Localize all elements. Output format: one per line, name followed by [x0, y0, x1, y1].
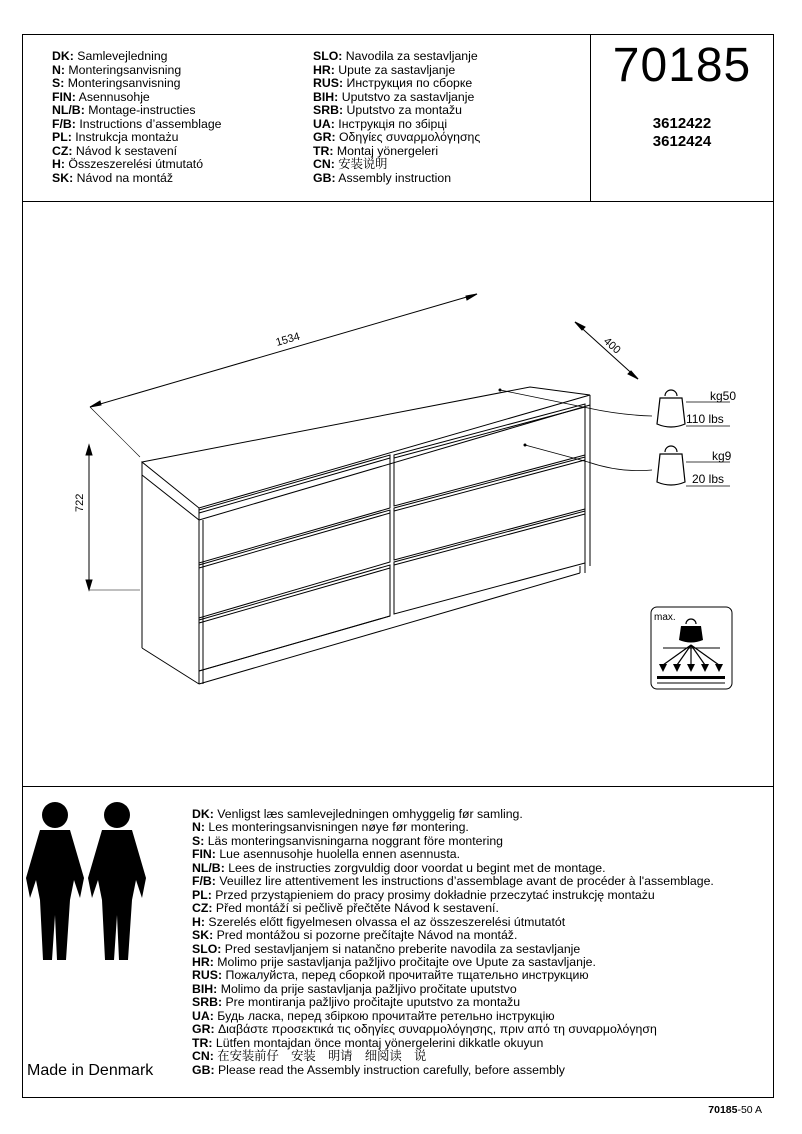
weight-icon	[657, 446, 685, 485]
instruction-row: NL/B: Lees de instructies zorgvuldig door voordat u begint met de montage.	[192, 860, 606, 875]
instruction-row: HR: Molimo prije sastavljanja pažljivo pročitajte ove Upute za sastavljanje.	[192, 954, 596, 969]
depth-dimension: 400	[600, 335, 623, 357]
lang-row: TR: Montaj yönergeleri	[313, 143, 439, 158]
lang-row: SK: Návod na montáž	[52, 170, 173, 185]
lang-row: CN: 安装说明	[313, 157, 388, 171]
made-in-label: Made in Denmark	[27, 1062, 154, 1079]
instruction-row: F/B: Veuillez lire attentivement les instructions d’assemblage avant de procéder à l'assemblage.	[192, 874, 714, 889]
instruction-row: S: Läs monteringsanvisningarna noggrant före montering	[192, 833, 504, 848]
lang-row: FIN: Asennusohje	[52, 89, 150, 104]
instruction-row: BIH: Molimo da prije sastavljanja pažljivo pročitate uputstvo	[192, 981, 517, 996]
width-dimension: 1534	[274, 330, 302, 349]
top-load-kg: kg50	[710, 389, 737, 403]
instruction-row: CZ: Před montáží si pečlivě přečtěte Návod k sestavení.	[192, 901, 499, 916]
drawer-load-lbs: 20 lbs	[692, 472, 725, 486]
instruction-row: FIN: Lue asennusohje huolella ennen asennusta.	[192, 847, 461, 862]
lang-row: BIH: Uputstvo za sastavljanje	[313, 89, 475, 104]
person-icon	[26, 802, 84, 960]
instruction-row: CN: 在安装前仔 安装 明请 细阅读 说	[192, 1049, 427, 1064]
drawer-load-kg: kg9	[712, 449, 732, 463]
instruction-row: UA: Будь ласка, перед збіркою прочитайте ретельно інструкцію	[192, 1008, 555, 1023]
lang-row: SLO: Navodila za sestavljanje	[313, 49, 478, 63]
two-people-icon	[26, 802, 146, 960]
lang-row: CZ: Návod k sestavení	[52, 143, 178, 158]
instruction-row: SK: Pred montážou si pozorne prečítajte Návod na montáž.	[192, 928, 518, 943]
top-load-lbs: 110 lbs	[686, 412, 724, 426]
lang-row: GR: Οδηγίες συναρμολόγησης	[313, 130, 481, 144]
instruction-row: H: Szerelés előtt figyelmesen olvassa el az összeszerelési útmutatót	[192, 914, 566, 929]
instruction-row: SLO: Pred sestavljanjem si natančno preberite navodila za sestavljanje	[192, 941, 581, 956]
max-load-icon	[651, 607, 732, 689]
lang-row: HR: Upute za sastavljanje	[313, 62, 456, 77]
lang-row: UA: Інструкція по збірці	[313, 116, 448, 131]
instruction-row: GR: Διαβάστε προσεκτικά τις οδηγίες συναρμολόγησης, πριν από τη συναρμολόγηση	[192, 1022, 657, 1037]
instruction-row: GB: Please read the Assembly instruction carefully, before assembly	[192, 1062, 565, 1077]
weight-icon	[657, 390, 685, 427]
footer-code: 70185-50 A	[708, 1104, 762, 1116]
lang-row: DK: Samlevejledning	[52, 49, 168, 63]
lang-row: F/B: Instructions d’assemblage	[52, 116, 222, 131]
lang-row: N: Monteringsanvisning	[52, 62, 182, 77]
model-number: 70185	[612, 39, 752, 92]
instruction-row: DK: Venligst læs samlevejledningen omhyggelig før samling.	[192, 807, 523, 821]
lang-row: NL/B: Montage-instructies	[52, 103, 196, 117]
lang-row: H: Összeszerelési útmutató	[52, 157, 204, 171]
person-icon	[88, 802, 146, 960]
svg-text:max.: max.	[654, 612, 676, 623]
instruction-row: SRB: Pre montiranja pažljivo pročitajte uputstvo za montažu	[192, 995, 521, 1010]
lang-row: PL: Instrukcja montażu	[52, 130, 179, 144]
instruction-row: RUS: Пожалуйста, перед сборкой прочитайте тщательно инструкцию	[192, 968, 589, 983]
instruction-row: TR: Lütfen montajdan önce montaj yönergelerini dikkatle okuyun	[192, 1035, 544, 1050]
lang-row: S: Monteringsanvisning	[52, 76, 181, 90]
lang-row: SRB: Uputstvo za montažu	[313, 103, 462, 117]
instruction-row: PL: Przed przystąpieniem do pracy prosimy dokładnie przeczytać instrukcję montażu	[192, 887, 655, 902]
read-instructions-list	[192, 808, 714, 1077]
instruction-row: N: Les monteringsanvisningen nøye før montering.	[192, 820, 469, 835]
lang-row: RUS: Инструкция по сборке	[313, 76, 473, 90]
item-code: 3612424	[652, 133, 712, 150]
height-dimension: 722	[74, 493, 86, 512]
lang-row: GB: Assembly instruction	[313, 170, 452, 185]
item-code: 3612422	[652, 115, 712, 132]
